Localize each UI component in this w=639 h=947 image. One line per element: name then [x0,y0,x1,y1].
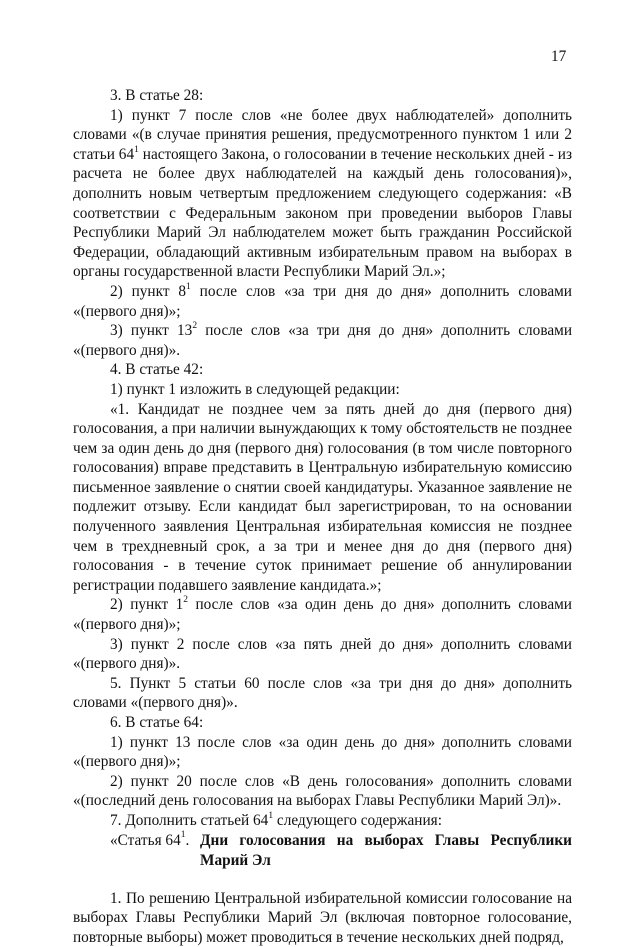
item-6-subitem-2: 2) пункт 20 после слов «В день голосования» дополнить словами «(последний день голосования на выборах Главы Республики Марий Эл)». [73,772,572,810]
superscript: 2 [192,321,198,332]
superscript: 1 [134,144,139,155]
article-title-word: голосования [239,831,326,849]
item-3-subitem-1: 1) пункт 7 после слов «не более двух наблюдателей» дополнить словами «(в случае принятия решения, предусмотренного пунктом 1 или 2 статьи $64^1$ настоящего Закона, о голосовании в течение нескольких дней - из расчета не более двух наблюдателей на каждый день голосования)», дополнить новым четвертым предложением следующего содержания: «В соответствии с Федеральным законом при проведении выборов Главы Республики Марий Эл наблюдателем может быть гражданин Российской Федерации, обладающий активным избирательным правом на выборах в органы государственной власти Республики Марий Эл.»; [73,106,572,281]
item-4-quoted-text: «1. Кандидат не позднее чем за пять дней до дня (первого дня) голосования, а при наличии вынуждающих к тому обстоятельств не позднее чем за один день до дня (первого дня) голосования (в том числе повторного голосования) вправе представить в Центральную избирательную комиссию письменное заявление о снятии своей кандидатуры. Указанное заявление не подлежит отзыву. Если кандидат был зарегистрирован, то на основании полученного заявления Центральная избирательная комиссия не позднее чем в трехдневный срок, а за три и менее дня до дня (первого дня) голосования - в течение суток принимает решение об аннулировании регистрации подавшего заявление кандидата.»; [73,400,572,594]
spacer [73,871,572,889]
item-4-heading: 4. В статье 42: [110,361,204,379]
superscript: 2 [183,595,188,606]
article-title-word: на [336,831,354,849]
article-title-line-1 [200,831,572,851]
superscript: 1 [186,281,191,292]
article-title-word: Республики [490,831,572,849]
article-title-word: выборах [364,831,424,849]
article-paragraph-1: 1. По решению Центральной избирательной комиссии голосование на выборах Главы Республики Марий Эл (включая повторное голосование, повторные выборы) может проводиться в течение нескольких дней подряд, [73,889,572,946]
document-body [73,86,572,947]
article-heading [73,831,572,871]
superscript: 1 [268,810,274,821]
article-prefix: «Статья $64^1$. [110,830,190,849]
item-3-subitem-2: 2) пункт $8^1$ после слов «за три дня до дня» дополнить словами «(первого дня)»; [73,281,572,320]
item-6-heading: 6. В статье 64: [110,714,204,731]
item-4-subitem-3: 3) пункт 2 после слов «за пять дней до дня» дополнить словами «(первого дня)». [73,635,572,673]
item-3-subitem-3: 3) пункт $13^2$ после слов «за три дня до дня» дополнить словами «(первого дня)». [73,321,573,359]
item-5: 5. Пункт 5 статьи 60 после слов «за три дня до дня» дополнить словами «(первого дня)». [73,674,572,712]
article-title-word: Главы [434,831,480,849]
item-4-subitem-1: 1) пункт 1 изложить в следующей редакции: [110,380,400,398]
superscript: 1 [180,830,186,841]
item-4-subitem-2: 2) пункт $1^2$ после слов «за один день до дня» дополнить словами «(первого дня)»; [73,595,572,634]
item-6-subitem-1: 1) пункт 13 после слов «за один день до дня» дополнить словами «(первого дня)»; [73,733,572,771]
article-title-line-2: Марий Эл [200,851,271,869]
item-7: 7. Дополнить статьей $64^1$ следующего содержания: [110,810,442,829]
article-title-word: Дни [200,831,229,849]
page-number: 17 [551,48,567,65]
item-3-heading: 3. В статье 28: [110,87,204,104]
